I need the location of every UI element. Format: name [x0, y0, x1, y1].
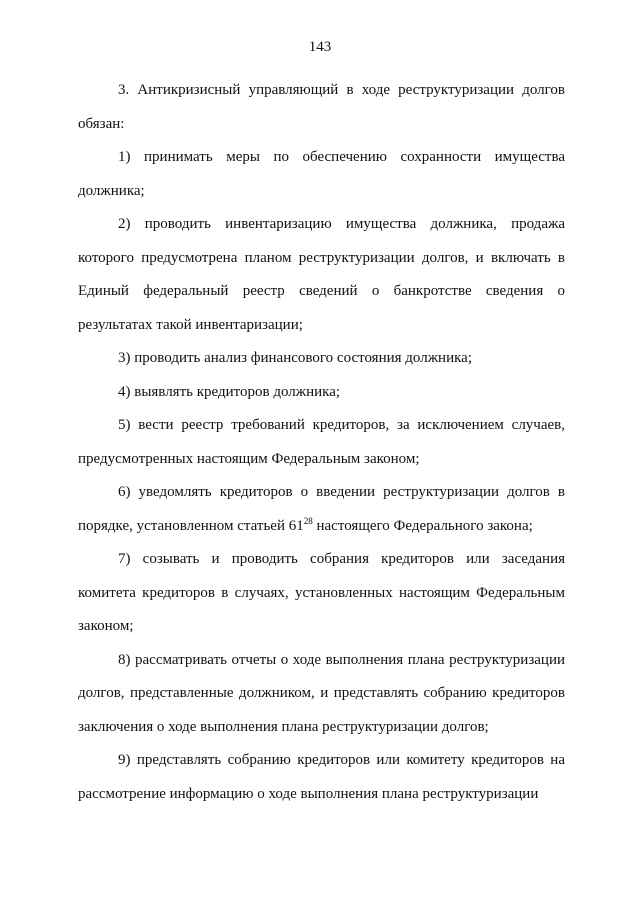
paragraph-duty-6-text-before: 6) уведомлять кредиторов о введении реструктуризации долгов в порядке, установленном статьей 61	[78, 484, 565, 534]
paragraph-duty-7: 7) созывать и проводить собрания кредиторов или заседания комитета кредиторов в случаях, установленных настоящим Федеральным законом;	[78, 551, 565, 634]
paragraph-duty-5: 5) вести реестр требований кредиторов, за исключением случаев, предусмотренных настоящим Федеральным законом;	[78, 417, 565, 467]
paragraph-duty-6	[78, 476, 565, 543]
document-body	[78, 74, 565, 811]
article-number-superscript: 28	[303, 515, 313, 526]
paragraph-duty-3: 3) проводить анализ финансового состояния должника;	[118, 350, 473, 366]
paragraph-item-3-intro: 3. Антикризисный управляющий в ходе реструктуризации долгов обязан:	[78, 82, 565, 132]
paragraph-duty-8: 8) рассматривать отчеты о ходе выполнения плана реструктуризации долгов, представленные должником, и представлять собранию кредиторов заключения о ходе выполнения плана реструктуризации долгов;	[78, 651, 565, 735]
page-number: 143	[308, 39, 332, 55]
paragraph-duty-1: 1) принимать меры по обеспечению сохранности имущества должника;	[78, 149, 565, 199]
paragraph-duty-9: 9) представлять собранию кредиторов или комитету кредиторов на рассмотрение информацию о ходе выполнения плана реструктуризации	[78, 752, 565, 802]
paragraph-duty-6-text-after: настоящего Федерального закона;	[312, 517, 533, 534]
paragraph-duty-2: 2) проводить инвентаризацию имущества должника, продажа которого предусмотрена планом реструктуризации долгов, и включать в Единый федеральный реестр сведений о банкротстве сведения о результатах такой инвентаризации;	[78, 216, 565, 333]
paragraph-duty-4: 4) выявлять кредиторов должника;	[118, 383, 341, 400]
